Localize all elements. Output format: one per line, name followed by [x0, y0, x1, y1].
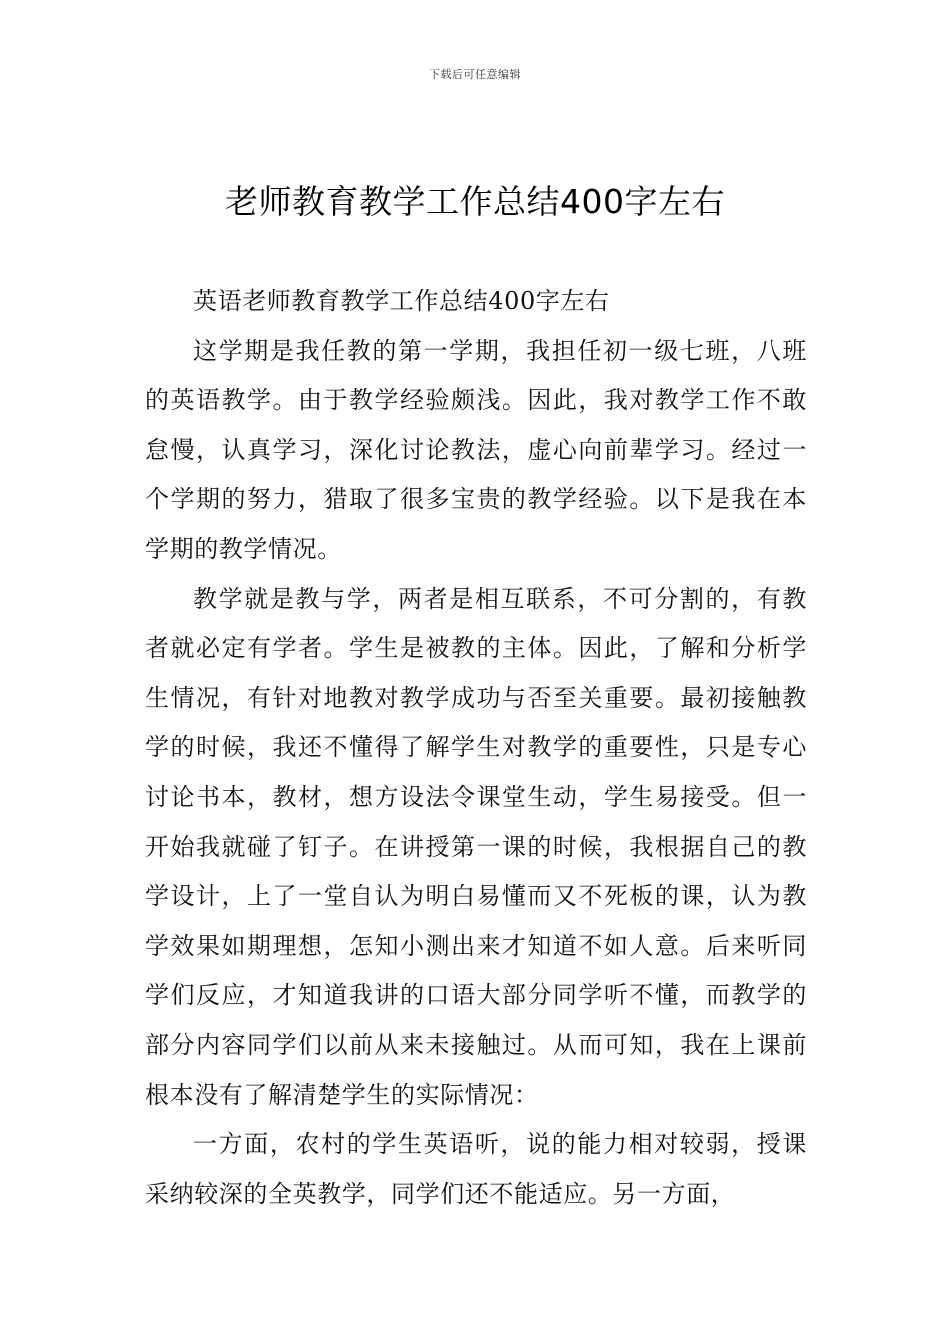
- paragraph-teaching: 教学就是教与学，两者是相互联系，不可分割的，有教者就必定有学者。学生是被教的主体。因此，了解和分析学生情况，有针对地教对教学成功与否至关重要。最初接触教学的时候，我还不懂得了解学生对教学的重要性，只是专心讨论书本，教材，想方设法令课堂生动，学生易接受。但一开始我就碰了钉子。在讲授第一课的时候，我根据自己的教学设计，上了一堂自认为明白易懂而又不死板的课，认为教学效果如期理想，怎知小测出来才知道不如人意。后来听同学们反应，才知道我讲的口语大部分同学听不懂，而教学的部分内容同学们以前从来未接触过。从而可知，我在上课前根本没有了解清楚学生的实际情况：: [145, 584, 807, 1109]
- document-body: [145, 277, 807, 1219]
- paragraph-subtitle: 英语老师教育教学工作总结400字左右: [193, 287, 610, 315]
- paragraph-aspects: 一方面，农村的学生英语听，说的能力相对较弱，授课采纳较深的全英教学，同学们还不能适应。另一方面，: [145, 1130, 807, 1208]
- paragraph-intro: 这学期是我任教的第一学期，我担任初一级七班，八班的英语教学。由于教学经验颇浅。因此，我对教学工作不敢怠慢，认真学习，深化讨论教法，虚心向前辈学习。经过一个学期的努力，猎取了很多宝贵的教学经验。以下是我在本学期的教学情况。: [145, 336, 807, 563]
- document-title: 老师教育教学工作总结400字左右: [225, 182, 725, 221]
- header-note: 下载后可任意编辑: [429, 68, 521, 81]
